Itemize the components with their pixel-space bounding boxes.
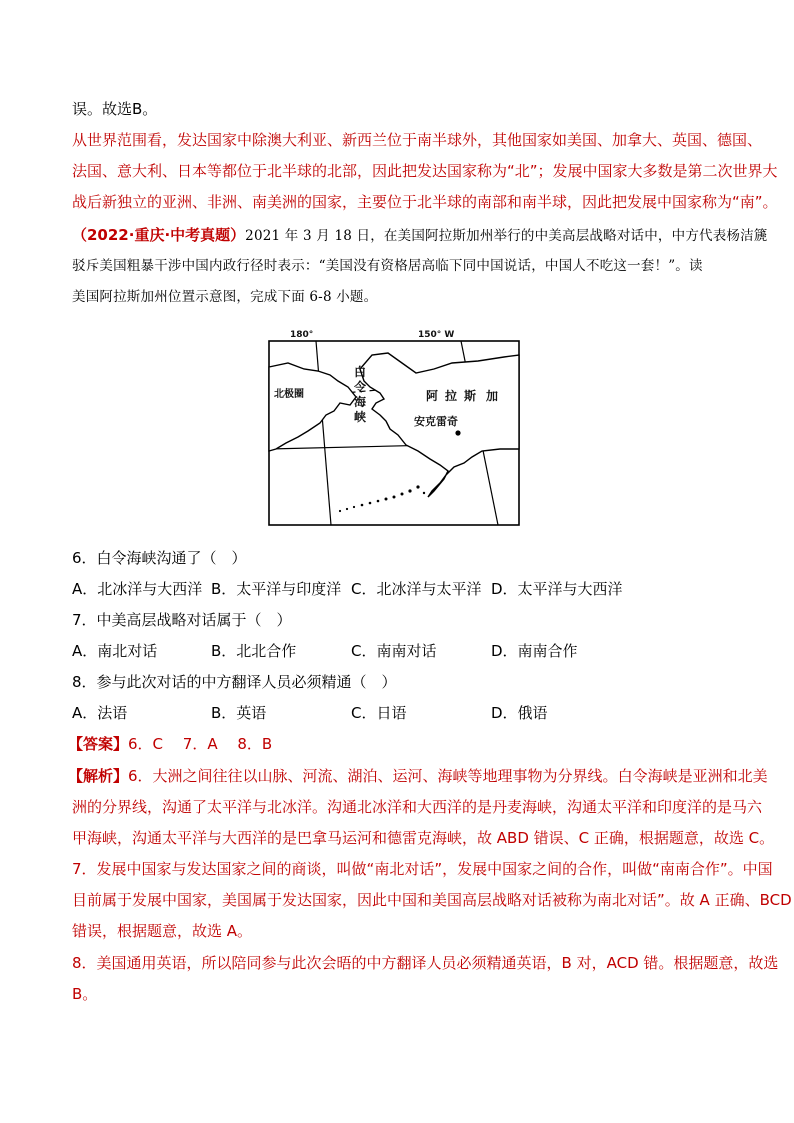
- answer-label: 【答案】: [68, 735, 129, 753]
- analysis-text-1: 6．大洲之间往往以山脉、河流、湖泊、运河、海峡等地理事物为分界线。白令海峡是亚洲和北美: [128, 767, 768, 785]
- question-8-option-d: D．俄语: [491, 704, 548, 722]
- lon-150w-label: 150° W: [418, 330, 455, 340]
- question-7-stem: 7．中美高层战略对话属于（ ）: [72, 611, 292, 629]
- alaska-char-1: 阿: [426, 389, 439, 403]
- answer-line: [68, 734, 272, 754]
- alaska-char-4: 加: [486, 389, 499, 403]
- question-7-option-c: C．南南对话: [351, 642, 437, 660]
- passage-line-3: 美国阿拉斯加州位置示意图，完成下面 6-8 小题。: [72, 289, 378, 305]
- passage-line-2: 驳斥美国粗暴干涉中国内政行径时表示：“美国没有资格居高临下同中国说话，中国人不吃这一套！”。读: [72, 258, 703, 274]
- strait-char-3: 海: [354, 395, 367, 409]
- analysis-line-8: B。: [72, 985, 98, 1003]
- passage-text-1: 2021 年 3 月 18 日，在美国阿拉斯加州举行的中美高层战略对话中，中方代表杨洁篪: [245, 228, 768, 244]
- lon-180-label: 180°: [290, 330, 314, 340]
- analysis-line-5: 目前属于发展中国家，美国属于发达国家，因此中国和美国高层战略对话被称为南北对话”。故 A 正确、BCD: [72, 891, 792, 909]
- question-7-option-b: B．北北合作: [211, 642, 297, 660]
- passage-line-1: [72, 225, 768, 246]
- question-7-option-a: A．南北对话: [72, 642, 158, 660]
- analysis-line-4: 7．发展中国家与发达国家之间的商谈，叫做“南北对话”，发展中国家之间的合作，叫做“南南合作”。中国: [72, 860, 773, 878]
- analysis-label: 【解析】: [68, 767, 129, 785]
- intro-line-2: 从世界范围看，发达国家中除澳大利亚、新西兰位于南半球外，其他国家如美国、加拿大、英国、德国、: [72, 131, 763, 149]
- intro-line-4: 战后新独立的亚洲、非洲、南美洲的国家，主要位于北半球的南部和南半球，因此把发展中国家称为“南”。: [72, 193, 778, 211]
- alaska-char-3: 斯: [464, 389, 477, 403]
- question-8-option-c: C．日语: [351, 704, 407, 722]
- analysis-line-7: 8．美国通用英语，所以陪同参与此次会晤的中方翻译人员必须精通英语，B 对，ACD 错。根据题意，故选: [72, 954, 779, 972]
- strait-char-4: 峡: [354, 410, 367, 424]
- answer-text: 6．C 7．A 8．B: [128, 735, 273, 753]
- question-8-option-b: B．英语: [211, 704, 267, 722]
- analysis-line-2: 洲的分界线，沟通了太平洋与北冰洋。沟通北冰洋和大西洋的是丹麦海峡，沟通太平洋和印度洋的是马六: [72, 798, 763, 816]
- arctic-circle-label: 北极圈: [274, 389, 304, 400]
- strait-char-2: 令: [354, 380, 367, 394]
- analysis-line-1: [68, 766, 768, 786]
- question-8-option-a: A．法语: [72, 704, 128, 722]
- question-7-option-d: D．南南合作: [491, 642, 578, 660]
- strait-char-1: 白: [354, 365, 367, 379]
- analysis-line-3: 甲海峡，沟通太平洋与大西洋的是巴拿马运河和德雷克海峡，故 ABD 错误、C 正确，根据题意，故选 C。: [72, 829, 775, 847]
- question-8-stem: 8．参与此次对话的中方翻译人员必须精通（ ）: [72, 673, 397, 691]
- question-6-stem: 6．白令海峡沟通了（ ）: [72, 549, 247, 567]
- question-6-option-d: D．太平洋与大西洋: [491, 580, 623, 598]
- question-6-option-b: B．太平洋与印度洋: [211, 580, 342, 598]
- analysis-line-6: 错误，根据题意，故选 A。: [72, 922, 253, 940]
- source-tag: （2022·重庆·中考真题）: [72, 226, 246, 244]
- question-6-option-c: C．北冰洋与太平洋: [351, 580, 482, 598]
- question-6-option-a: A．北冰洋与大西洋: [72, 580, 203, 598]
- anchorage-dot: [455, 430, 460, 435]
- anchorage-label: 安克雷奇: [414, 415, 458, 428]
- intro-line-3: 法国、意大利、日本等都位于北半球的北部，因此把发达国家称为“北”；发展中国家大多数是第二次世界大: [72, 162, 778, 180]
- alaska-location-map: [268, 327, 520, 527]
- intro-line-1: 误。故选B。: [72, 100, 158, 118]
- alaska-char-2: 拉: [445, 389, 458, 403]
